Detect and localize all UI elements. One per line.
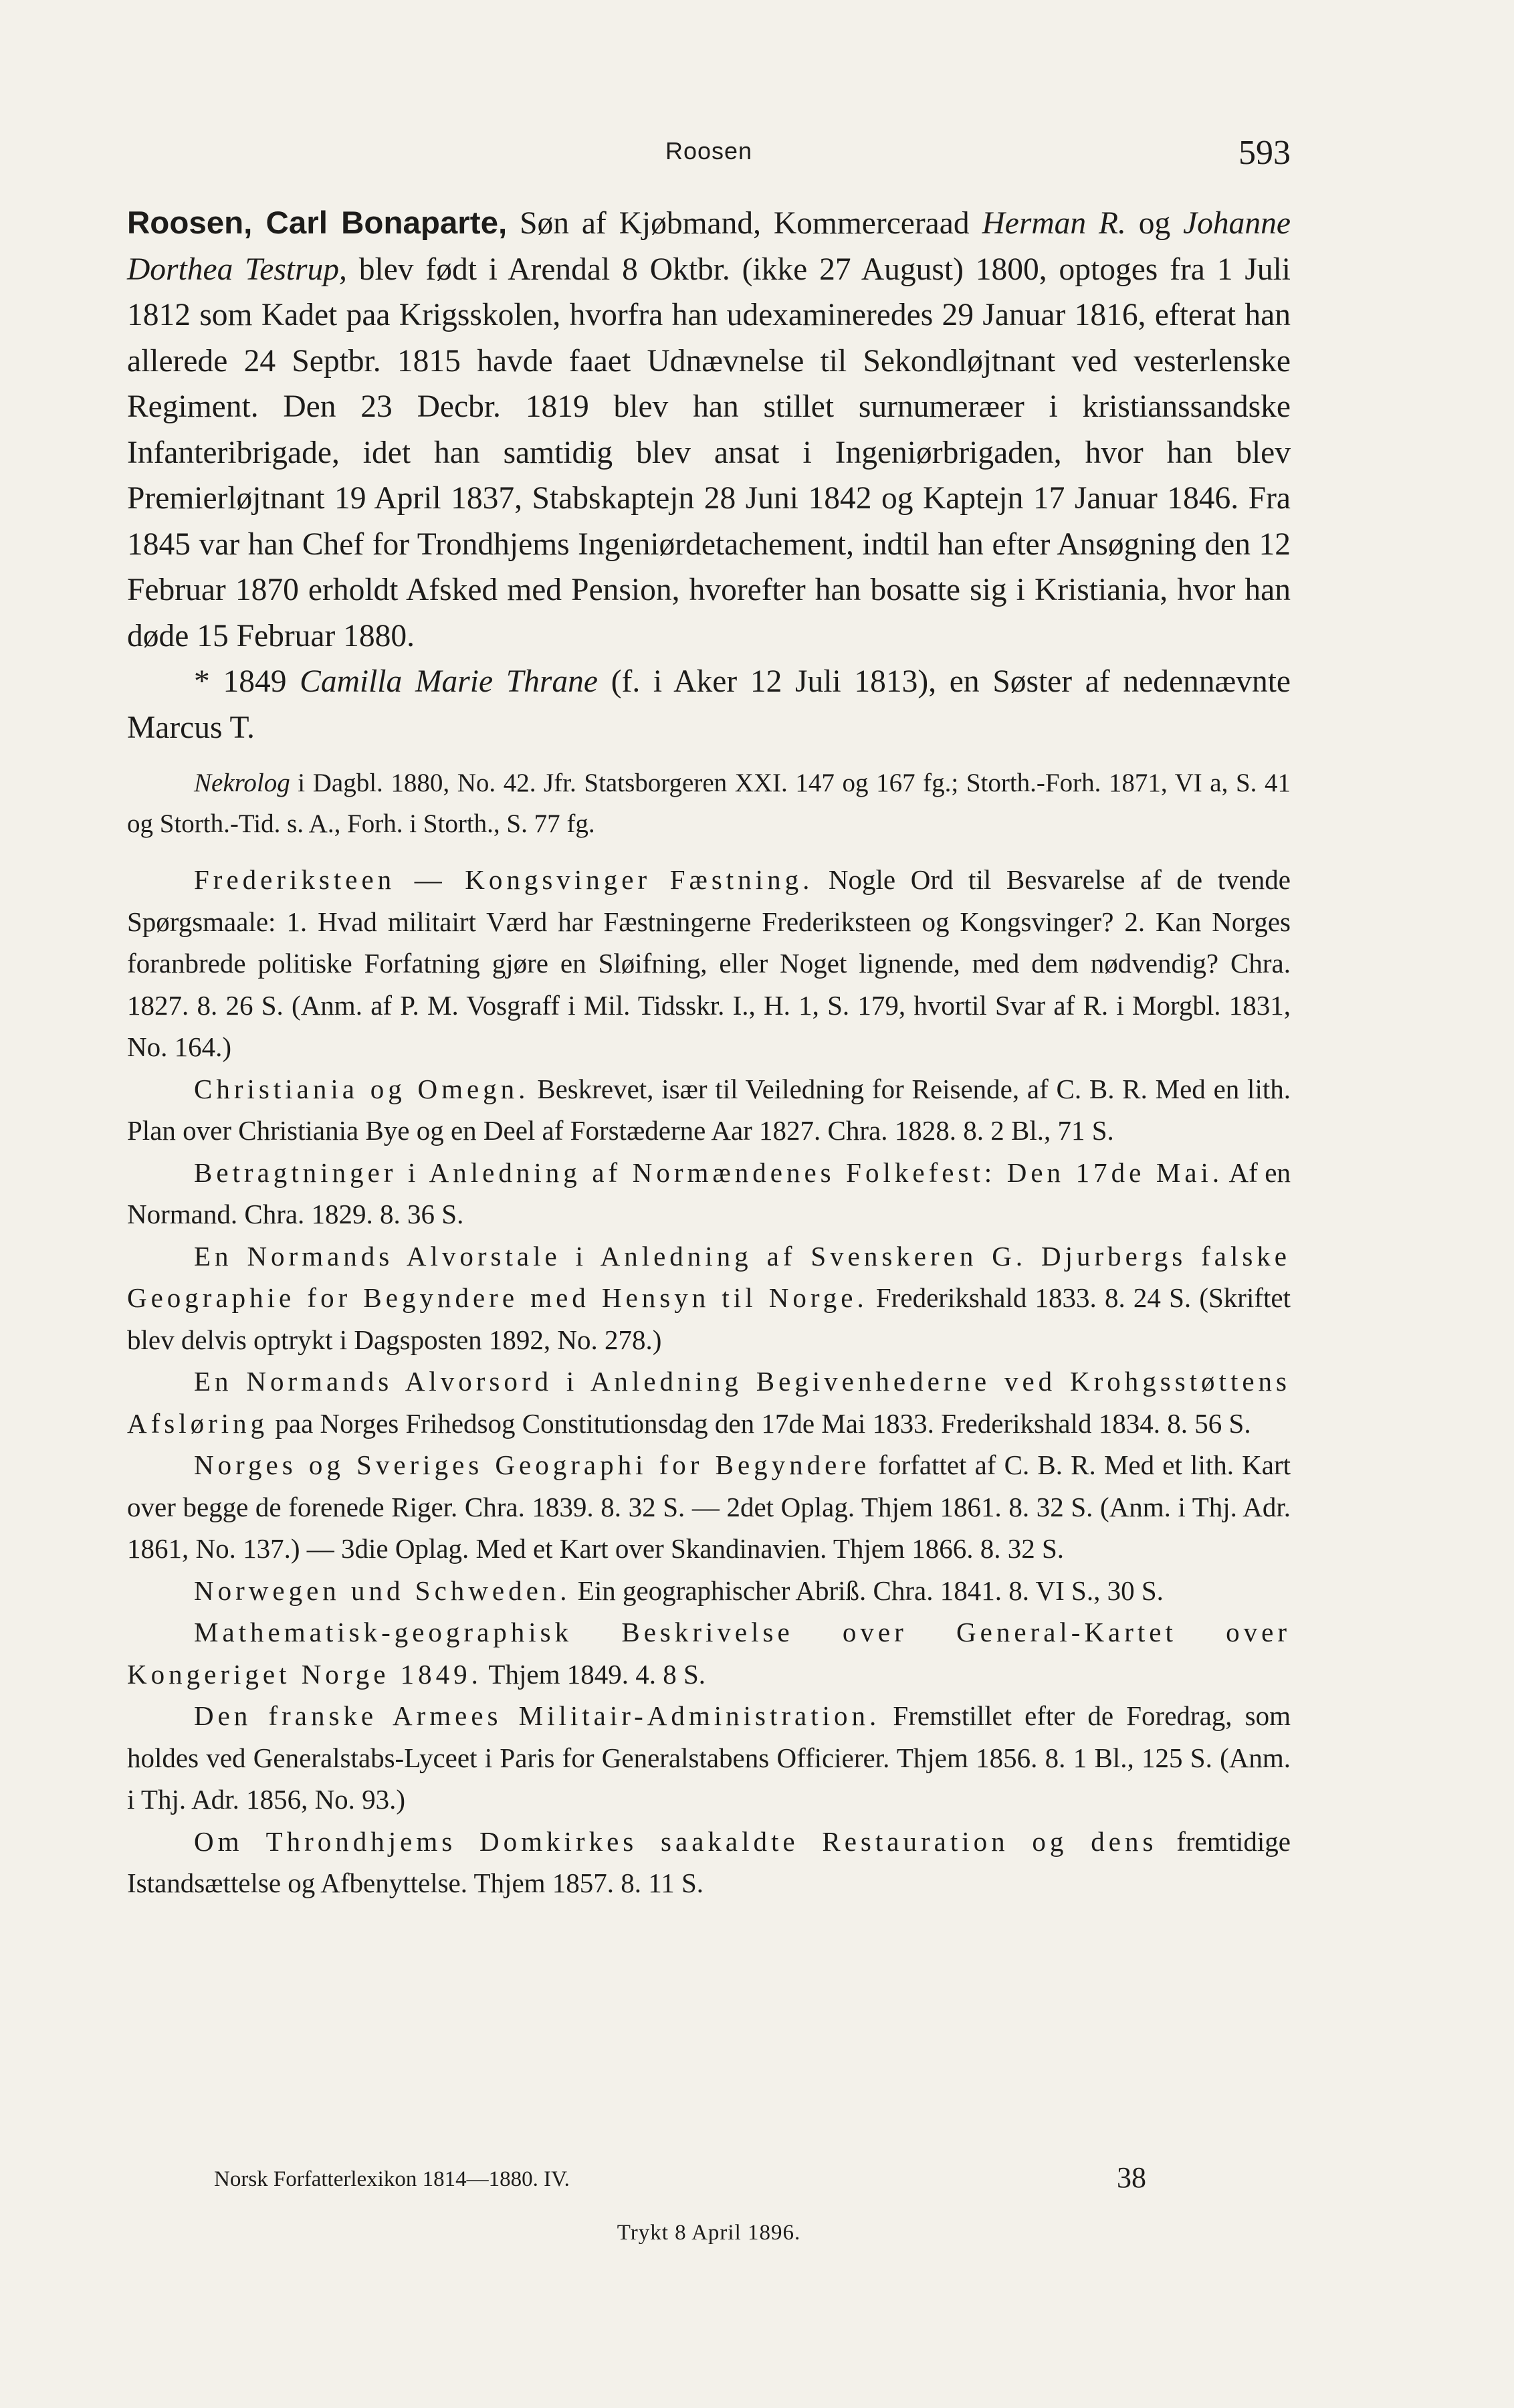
work-item: Mathematisk-geographisk Beskrivelse over General-Kartet over Kongeriget Norge 1849. Thjem 1849. 4. 8 S. [127, 1617, 1291, 1690]
page-footer [127, 2161, 1291, 2268]
print-date: Trykt 8 April 1896. [617, 2221, 801, 2245]
work-title: Den franske Armees Militair-Administration. [194, 1700, 881, 1731]
work-title: Frederiksteen — Kongsvinger Fæstning. [194, 864, 814, 895]
work-item: Norges og Sveriges Geographi for Begyndere forfattet af C. B. R. Med et lith. Kart over begge de forenede Riger. Chra. 1839. 8. 32 S. — 2det Oplag. Thjem 1861. 8. 32 S. (Anm. i Thj. Adr. 1861, No. 137.) — 3die Oplag. Med et Kart over Skandinavien. Thjem 1866. 8. 32 S. [127, 1449, 1291, 1564]
work-title: Norges og Sveriges Geographi for Begyndere [194, 1449, 871, 1480]
sources-paragraph: Nekrolog i Dagbl. 1880, No. 42. Jfr. Statsborgeren XXI. 147 og 167 fg.; Storth.-Forh. 1871, VI a, S. 41 og Storth.-Tid. s. A., Forh. i Storth., S. 77 fg. [127, 769, 1291, 838]
work-item: Christiania og Omegn. Beskrevet, især til Veiledning for Reisende, af C. B. R. Med en lith. Plan over Christiania Bye og en Deel af Forstæderne Aar 1827. Chra. 1828. 8. 2 Bl., 71 S. [127, 1073, 1291, 1146]
work-item: Betragtninger i Anledning af Normændenes Folkefest: Den 17de Mai. Af en Normand. Chra. 1829. 8. 36 S. [127, 1157, 1291, 1229]
spouse-name: Camilla Marie Thrane [300, 664, 598, 699]
page-header [127, 134, 1291, 184]
work-title: En Normands Alvorsord i Anledning Begivenhederne ved Krohgsstøttens Afsløring [127, 1366, 1291, 1439]
source-label: Nekrolog [194, 769, 290, 797]
father-name: Herman R. [982, 206, 1126, 241]
work-item: Norwegen und Schweden. Ein geographischer Abriß. Chra. 1841. 8. VI S., 30 S. [194, 1575, 1164, 1606]
work-item: En Normands Alvorsord i Anledning Begivenhederne ved Krohgsstøttens Afsløring paa Norges Frihedsog Constitutionsdag den 17de Mai 1833. Frederikshald 1834. 8. 56 S. [127, 1366, 1291, 1439]
entry-body [127, 201, 1291, 1904]
entry-name: Roosen, Carl Bonaparte, [127, 205, 508, 241]
running-title: Roosen [665, 137, 753, 165]
work-item: En Normands Alvorstale i Anledning af Svenskeren G. Djurbergs falske Geographie for Begyndere med Hensyn til Norge. Frederikshald 1833. 8. 24 S. (Skriftet blev delvis optrykt i Dagsposten 1892, No. 278.) [127, 1240, 1291, 1355]
work-item: Om Throndhjems Domkirkes saakaldte Restauration og dens fremtidige Istandsættelse og Afbenyttelse. Thjem 1857. 8. 11 S. [127, 1825, 1291, 1898]
signature-line: Norsk Forfatterlexikon 1814—1880. IV. [214, 2167, 570, 2191]
biography-paragraph: Roosen, Carl Bonaparte, Søn af Kjøbmand, Kommerceraad Herman R. og Johanne Dorthea Testrup, blev født i Arendal 8 Oktbr. (ikke 27 August) 1800, optoges fra 1 Juli 1812 som Kadet paa Krigsskolen, hvorfra han udexamineredes 29 Januar 1816, efterat han allerede 24 Septbr. 1815 havde faaet Udnævnelse til Sekondløjtnant ved vesterlenske Regiment. Den 23 Decbr. 1819 blev han stillet surnumeræer i kristianssandske Infanteribrigade, idet han samtidig blev ansat i Ingeniørbrigaden, hvor han blev Premierløjtnant 19 April 1837, Stabskaptejn 28 Juni 1842 og Kaptejn 17 Januar 1846. Fra 1845 var han Chef for Trondhjems Ingeniørdetachement, indtil han efter Ansøgning den 12 Februar 1870 erholdt Afsked med Pension, hvorefter han bosatte sig i Kristiania, hvor han døde 15 Februar 1880. [127, 205, 1291, 654]
work-title: Betragtninger i Anledning af Normændenes Folkefest: Den 17de Mai. [194, 1157, 1224, 1188]
work-title: Christiania og Omegn. [194, 1073, 530, 1104]
work-item: Frederiksteen — Kongsvinger Fæstning. Nogle Ord til Besvarelse af de tvende Spørgsmaale: 1. Hvad militairt Værd har Fæstningerne Frederiksteen og Kongsvinger? 2. Kan Norges foranbrede politiske Forfatning gjøre en Sløifning, eller Noget lignende, med dem nødvendig? Chra. 1827. 8. 26 S. (Anm. af P. M. Vosgraff i Mil. Tidsskr. I., H. 1, S. 179, hvortil Svar af R. i Morgbl. 1831, No. 164.) [127, 864, 1291, 1062]
marriage-paragraph: * 1849 Camilla Marie Thrane (f. i Aker 12 Juli 1813), en Søster af nedennævnte Marcus T. [127, 664, 1291, 745]
work-title: Norwegen und Schweden. [194, 1575, 571, 1606]
works-list [127, 859, 1291, 1904]
work-item: Den franske Armees Militair-Administration. Fremstillet efter de Foredrag, som holdes ved Generalstabs-Lyceet i Paris for Generalstabens Officierer. Thjem 1856. 8. 1 Bl., 125 S. (Anm. i Thj. Adr. 1856, No. 93.) [127, 1700, 1291, 1815]
mother-name: Johanne Dorthea Testrup, [127, 206, 1291, 287]
work-title: En Normands Alvorstale i Anledning af Svenskeren G. Djurbergs falske Geographie for Begyndere med Hensyn til Norge. [127, 1240, 1291, 1313]
signature-number: 38 [1117, 2161, 1146, 2194]
page-number: 593 [1238, 134, 1291, 172]
work-title: Om Throndhjems Domkirkes saakaldte Restauration og dens [194, 1825, 1158, 1857]
work-title: Mathematisk-geographisk Beskrivelse over General-Kartet over Kongeriget Norge 1849. [127, 1617, 1291, 1690]
